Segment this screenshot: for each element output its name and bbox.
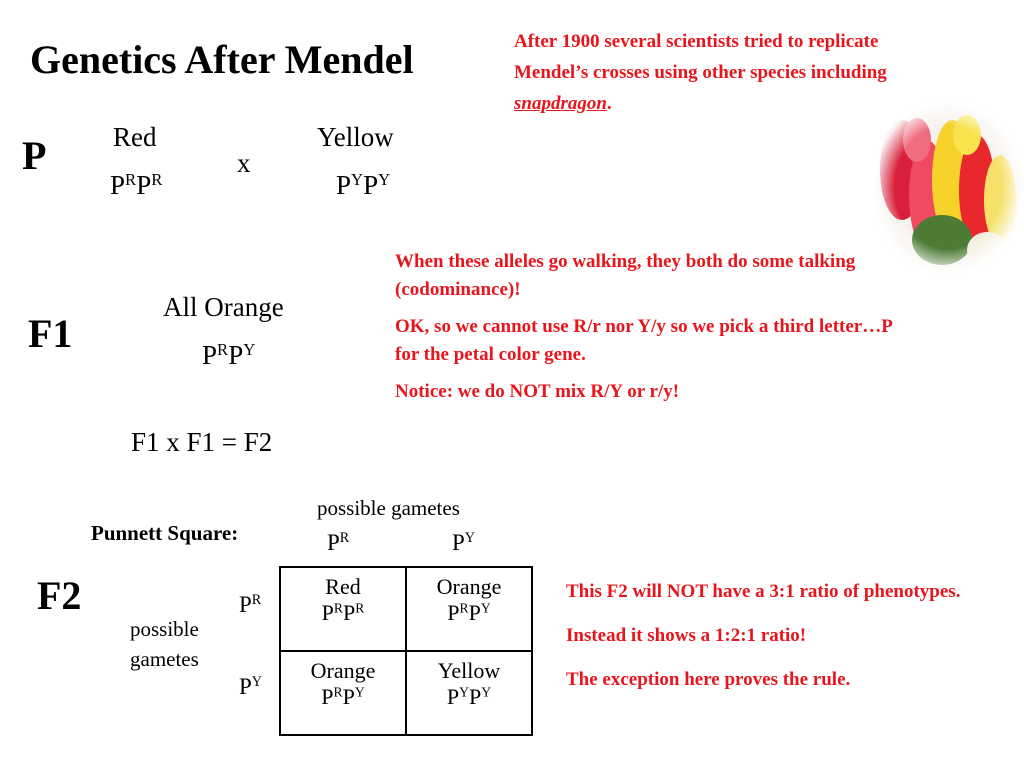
punnett-cell: Yellow $P^YP^Y$	[406, 651, 532, 735]
punnett-label: Punnett Square:	[91, 521, 239, 545]
parent1-phenotype: Red	[113, 122, 157, 152]
snapdragon-text: snapdragon	[514, 93, 607, 114]
cross-symbol: x	[237, 148, 251, 178]
punnett-cell: Orange $P^RP^Y$	[280, 651, 406, 735]
intro-note-end: .	[606, 93, 612, 114]
generation-f1-label: F1	[28, 311, 73, 356]
parent2-genotype: $P^YP^Y$	[336, 169, 391, 200]
parent2-phenotype: Yellow	[317, 122, 394, 152]
row-gamete: $P^R$	[239, 592, 262, 617]
generation-p-label: P	[22, 133, 47, 178]
f1-cross-equation: F1 x F1 = F2	[131, 427, 273, 457]
gametes-side-label: possible gametes	[130, 617, 199, 671]
row-gamete: $P^Y$	[239, 674, 263, 699]
note-paragraph: The exception here proves the rule.	[566, 669, 851, 690]
ratio-notes	[566, 578, 986, 710]
note-paragraph: OK, so we cannot use R/r nor Y/y so we pick a third letter…P for the petal color gene.	[395, 316, 892, 365]
note-paragraph: This F2 will NOT have a 3:1 ratio of phenotypes.	[566, 581, 961, 602]
f1-genotype: $P^RP^Y$	[202, 339, 256, 370]
note-paragraph: When these alleles go walking, they both do some talking (codominance)!	[395, 251, 856, 300]
intro-note-text: After 1900 several scientists tried to replicate Mendel’s crosses using other species including	[514, 31, 887, 83]
column-gamete: $P^Y$	[452, 530, 476, 555]
gametes-top-label: possible gametes	[317, 496, 460, 520]
generation-f2-label: F2	[37, 573, 82, 618]
parent1-genotype: $P^RP^R$	[110, 169, 163, 200]
f1-phenotype: All Orange	[163, 292, 284, 322]
note-paragraph: Notice: we do NOT mix R/Y or r/y!	[395, 381, 680, 402]
punnett-cell: Red $P^RP^R$	[280, 567, 406, 651]
slide-title: Genetics After Mendel	[30, 37, 414, 82]
note-paragraph: Instead it shows a 1:2:1 ratio!	[566, 625, 807, 646]
codominance-notes	[395, 248, 895, 415]
punnett-square	[279, 566, 533, 736]
punnett-cell: Orange $P^RP^Y$	[406, 567, 532, 651]
intro-note	[514, 26, 954, 119]
column-gamete: $P^R$	[327, 530, 350, 555]
